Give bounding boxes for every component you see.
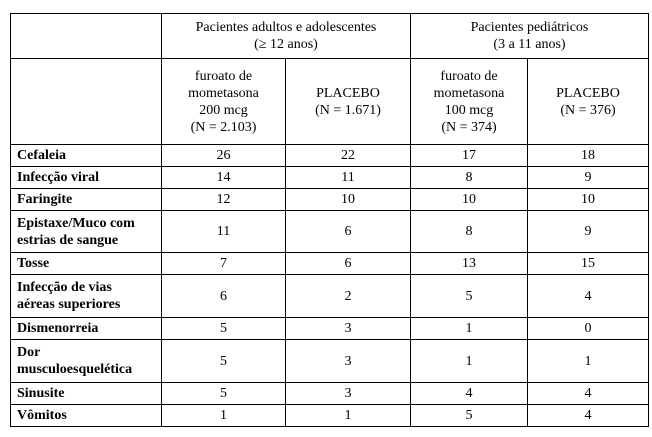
group-header-line: Pacientes pediátricos	[470, 20, 589, 35]
row-label: Infecção viral	[11, 167, 162, 189]
arm-header-line: 100 mcg	[444, 102, 494, 118]
row-label: Dismenorreia	[11, 318, 162, 340]
table-cell: 11	[162, 211, 286, 253]
table-row	[11, 383, 649, 405]
table-cell: 8	[411, 211, 528, 253]
row-label	[11, 275, 162, 318]
arm-header-line: PLACEBO	[316, 85, 380, 101]
row-label: Sinusite	[11, 383, 162, 405]
table-cell: 18	[528, 145, 649, 167]
table-cell: 3	[286, 383, 411, 405]
table-cell: 12	[162, 189, 286, 211]
row-label	[11, 340, 162, 383]
table-cell: 6	[162, 275, 286, 318]
table-cell: 9	[528, 167, 649, 189]
table-cell: 5	[162, 340, 286, 383]
group-header-row	[11, 14, 649, 59]
table-cell: 10	[411, 189, 528, 211]
table-row	[11, 253, 649, 275]
table-cell: 10	[286, 189, 411, 211]
table-row	[11, 145, 649, 167]
table-cell: 5	[162, 383, 286, 405]
table-row	[11, 340, 649, 383]
table-cell: 26	[162, 145, 286, 167]
row-label-line: estrias de sangue	[17, 232, 119, 248]
table-cell: 6	[286, 211, 411, 253]
row-label-line: musculoesquelética	[17, 362, 133, 377]
row-label: Tosse	[11, 253, 162, 275]
table-cell: 5	[411, 405, 528, 427]
table-cell: 14	[162, 167, 286, 189]
table-row	[11, 211, 649, 253]
table-cell: 22	[286, 145, 411, 167]
row-label: Faringite	[11, 189, 162, 211]
arm-header-line: (N = 376)	[560, 102, 616, 118]
arm-header-line: mometasona	[433, 85, 505, 101]
arm-header-adult-mometasone	[162, 59, 286, 145]
table-cell: 3	[286, 318, 411, 340]
table-cell: 1	[528, 340, 649, 383]
table-cell: 4	[528, 383, 649, 405]
arm-header-line: PLACEBO	[556, 85, 620, 101]
arm-header-line: (N = 374)	[441, 119, 497, 135]
table-cell: 5	[411, 275, 528, 318]
table-cell: 4	[528, 275, 649, 318]
row-label-line: Epistaxe/Muco com	[17, 215, 135, 231]
arm-header-line: 200 mcg	[199, 102, 248, 118]
arm-header-row	[11, 59, 649, 145]
table-cell: 1	[411, 318, 528, 340]
table-cell: 3	[286, 340, 411, 383]
adverse-events-table	[10, 13, 649, 427]
arm-header-pediatric-placebo	[528, 59, 649, 145]
row-label: Vômitos	[11, 405, 162, 427]
table-cell: 1	[411, 340, 528, 383]
table-cell: 11	[286, 167, 411, 189]
corner-cell	[11, 14, 162, 59]
row-label	[11, 211, 162, 253]
table-cell: 2	[286, 275, 411, 318]
arm-header-line: (N = 1.671)	[315, 102, 381, 118]
arm-header-pediatric-mometasone	[411, 59, 528, 145]
table-cell: 10	[528, 189, 649, 211]
arm-header-line: mometasona	[188, 85, 259, 101]
table-cell: 1	[162, 405, 286, 427]
group-header-line: (≥ 12 anos)	[254, 37, 318, 52]
group-header-line: (3 a 11 anos)	[493, 37, 566, 52]
table-cell: 6	[286, 253, 411, 275]
arm-header-line: furoato de	[440, 68, 498, 84]
table-cell: 8	[411, 167, 528, 189]
table-cell: 7	[162, 253, 286, 275]
row-label-line: Infecção de vias	[17, 280, 112, 295]
table-cell: 4	[528, 405, 649, 427]
table-cell: 0	[528, 318, 649, 340]
row-label: Cefaleia	[11, 145, 162, 167]
table-cell: 15	[528, 253, 649, 275]
arm-header-adult-placebo	[286, 59, 411, 145]
corner-cell	[11, 59, 162, 145]
table-row	[11, 275, 649, 318]
table-row	[11, 318, 649, 340]
arm-header-line: (N = 2.103)	[190, 119, 257, 135]
group-header-adults	[162, 14, 411, 59]
table-row	[11, 405, 649, 427]
table-cell: 9	[528, 211, 649, 253]
group-header-line: Pacientes adultos e adolescentes	[195, 20, 377, 35]
arm-header-line: furoato de	[194, 68, 253, 84]
table-row	[11, 167, 649, 189]
table-cell: 4	[411, 383, 528, 405]
group-header-pediatric	[411, 14, 649, 59]
table-cell: 1	[286, 405, 411, 427]
table-row	[11, 189, 649, 211]
table-cell: 17	[411, 145, 528, 167]
row-label-line: Dor	[17, 345, 41, 360]
table-cell: 13	[411, 253, 528, 275]
table-cell: 5	[162, 318, 286, 340]
row-label-line: aéreas superiores	[17, 297, 121, 312]
